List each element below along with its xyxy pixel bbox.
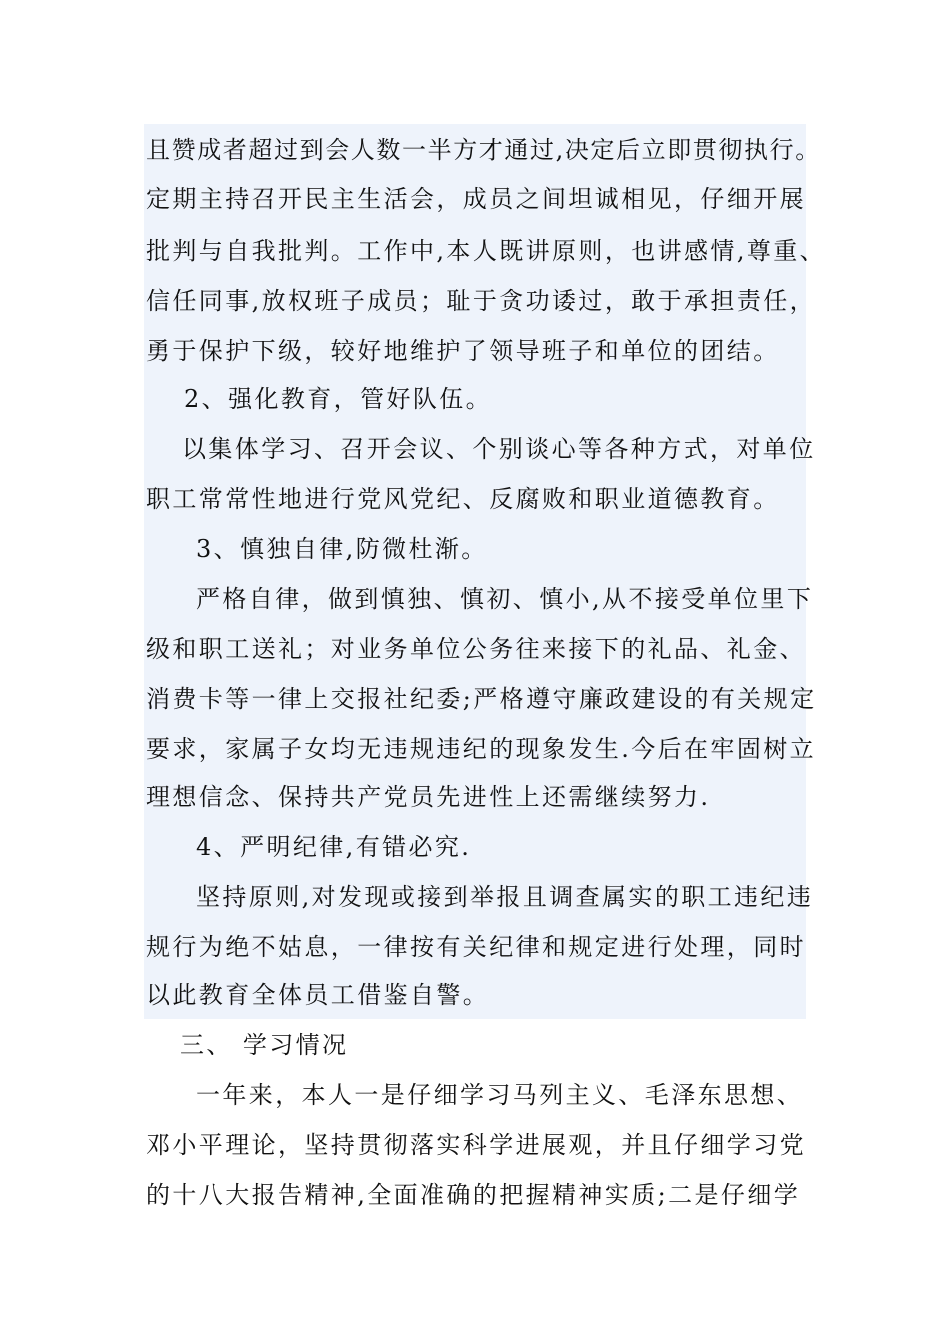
- paragraph-line-1: 且赞成者超过到会人数一半方才通过,决定后立即贯彻执行。: [146, 136, 821, 164]
- paragraph-line-22: 的十八大报告精神,全面准确的把握精神实质;二是仔细学: [146, 1181, 801, 1209]
- paragraph-line-18: 以此教育全体员工借鉴自警。: [146, 981, 490, 1009]
- paragraph-line-21: 邓小平理论，坚持贯彻落实科学进展观，并且仔细学习党: [146, 1131, 806, 1159]
- paragraph-line-14: 理想信念、保持共产党员先进性上还需继续努力.: [146, 783, 711, 811]
- paragraph-line-3: 批判与自我批判。工作中,本人既讲原则，也讲感情,尊重、: [146, 237, 827, 265]
- paragraph-line-5: 勇于保护下级，较好地维护了领导班子和单位的团结。: [146, 337, 780, 365]
- paragraph-line-4: 信任同事,放权班子成员；耻于贪功诿过，敢于承担责任，: [146, 287, 817, 315]
- section-heading-2: 2、强化教育，管好队伍。: [184, 385, 493, 413]
- paragraph-line-17: 规行为绝不姑息，一律按有关纪律和规定进行处理，同时: [146, 933, 806, 961]
- paragraph-line-10: 严格自律，做到慎独、慎初、慎小,从不接受单位里下: [196, 585, 814, 613]
- section-heading-3: 3、慎独自律,防微杜渐。: [196, 535, 488, 563]
- paragraph-line-11: 级和职工送礼；对业务单位公务往来接下的礼品、礼金、: [146, 635, 806, 663]
- chapter-heading-3: 三、 学习情况: [180, 1031, 349, 1059]
- paragraph-line-8: 职工常常性地进行党风党纪、反腐败和职业道德教育。: [146, 485, 780, 513]
- paragraph-line-12: 消费卡等一律上交报社纪委;严格遵守廉政建设的有关规定: [146, 685, 817, 713]
- paragraph-line-2: 定期主持召开民主生活会，成员之间坦诚相见，仔细开展: [146, 185, 806, 213]
- paragraph-line-7: 以集体学习、召开会议、个别谈心等各种方式，对单位: [182, 435, 816, 463]
- section-heading-4: 4、严明纪律,有错必究.: [196, 833, 472, 861]
- paragraph-line-13: 要求，家属子女均无违规违纪的现象发生.今后在牢固树立: [146, 735, 817, 763]
- paragraph-line-20: 一年来，本人一是仔细学习马列主义、毛泽东思想、: [196, 1081, 804, 1109]
- paragraph-line-16: 坚持原则,对发现或接到举报且调查属实的职工违纪违: [196, 883, 814, 911]
